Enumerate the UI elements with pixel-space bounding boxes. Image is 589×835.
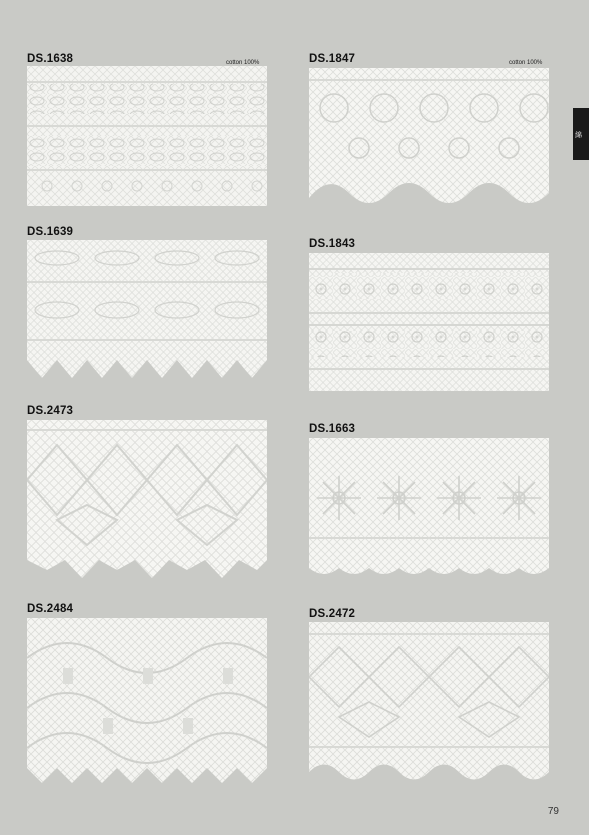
material-label: cotton 100% (226, 60, 260, 66)
sample-code-ds2473: DS.2473 (27, 405, 74, 417)
lace-swatch-ds1663[interactable] (309, 438, 549, 582)
sample-code-ds2484: DS.2484 (27, 603, 74, 615)
page-number: 79 (547, 806, 559, 817)
category-side-tab[interactable] (573, 108, 589, 160)
lace-swatch-ds2484[interactable] (27, 618, 267, 788)
lace-swatch-ds2472[interactable] (309, 622, 549, 790)
lace-swatch-ds1847[interactable] (309, 68, 549, 210)
material-label: cotton 100% (509, 60, 543, 66)
category-label: 綿 (575, 131, 582, 139)
sample-code-ds1638: DS.1638 (27, 53, 74, 65)
sample-code-ds1663: DS.1663 (309, 423, 356, 435)
sample-code-ds1843: DS.1843 (309, 238, 356, 250)
lace-swatch-ds2473[interactable] (27, 420, 267, 582)
lace-swatch-ds1843[interactable] (309, 253, 549, 391)
lace-swatch-ds1638[interactable] (27, 66, 267, 206)
lace-swatch-ds1639[interactable] (27, 240, 267, 382)
sample-code-ds1639: DS.1639 (27, 226, 74, 238)
sample-code-ds1847: DS.1847 (309, 53, 356, 65)
sample-code-ds2472: DS.2472 (309, 608, 356, 620)
